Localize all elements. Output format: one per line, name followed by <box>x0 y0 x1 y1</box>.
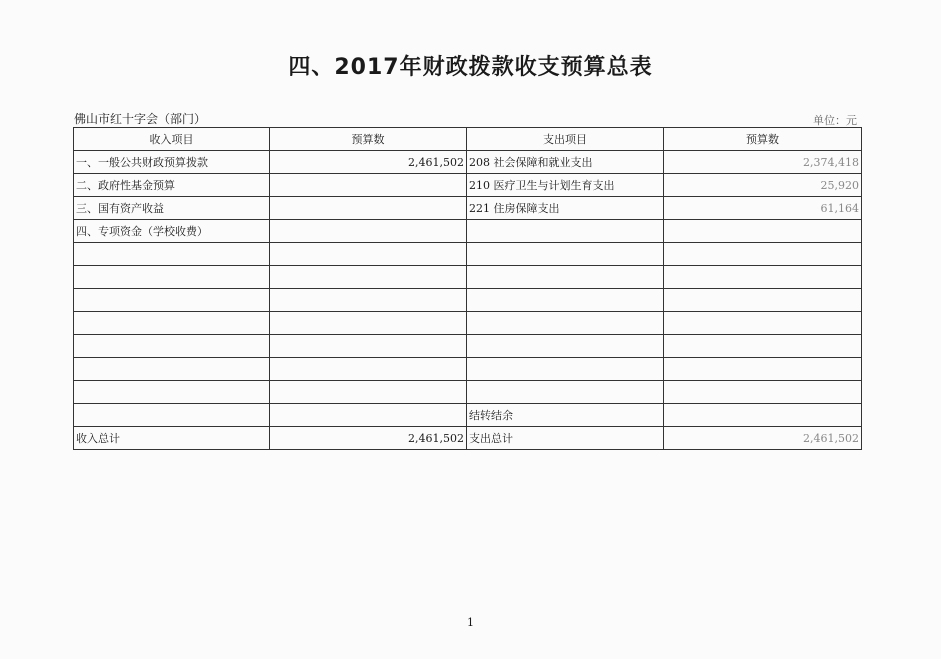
table-row <box>74 174 862 197</box>
table-row <box>74 358 862 381</box>
expense-item-cell <box>467 243 664 266</box>
expense-amount-cell <box>664 220 862 243</box>
expense-amount-cell <box>664 358 862 381</box>
expense-total-amount: 2,461,502 <box>664 427 862 450</box>
income-amount-cell <box>270 266 467 289</box>
expense-item-cell: 结转结余 <box>467 404 664 427</box>
income-amount-cell: 2,461,502 <box>270 151 467 174</box>
table-row <box>74 220 862 243</box>
income-amount-cell <box>270 335 467 358</box>
expense-amount-cell: 2,374,418 <box>664 151 862 174</box>
expense-item-cell: 208 社会保障和就业支出 <box>467 151 664 174</box>
expense-item-cell: 210 医疗卫生与计划生育支出 <box>467 174 664 197</box>
income-amount-cell <box>270 243 467 266</box>
page-number: 1 <box>467 616 474 629</box>
income-item-cell: 四、专项资金（学校收费） <box>74 220 270 243</box>
table-row <box>74 243 862 266</box>
expense-amount-cell <box>664 335 862 358</box>
table-row <box>74 312 862 335</box>
income-amount-cell <box>270 404 467 427</box>
header-income-item: 收入项目 <box>74 128 270 151</box>
expense-item-cell <box>467 335 664 358</box>
income-item-cell: 一、一般公共财政预算拨款 <box>74 151 270 174</box>
expense-amount-cell <box>664 381 862 404</box>
income-total-label: 收入总计 <box>74 427 270 450</box>
expense-amount-cell <box>664 312 862 335</box>
expense-item-cell <box>467 220 664 243</box>
income-amount-cell <box>270 381 467 404</box>
expense-amount-cell: 61,164 <box>664 197 862 220</box>
table-row <box>74 335 862 358</box>
expense-amount-cell: 25,920 <box>664 174 862 197</box>
expense-amount-cell <box>664 266 862 289</box>
total-row <box>74 427 862 450</box>
expense-amount-cell <box>664 404 862 427</box>
expense-item-cell <box>467 381 664 404</box>
expense-item-cell <box>467 266 664 289</box>
expense-item-cell: 221 住房保障支出 <box>467 197 664 220</box>
table-header-row <box>74 128 862 151</box>
income-item-cell: 三、国有资产收益 <box>74 197 270 220</box>
page-title: 四、2017年财政拨款收支预算总表 <box>288 55 653 80</box>
expense-amount-cell <box>664 243 862 266</box>
income-item-cell <box>74 335 270 358</box>
expense-total-label: 支出总计 <box>467 427 664 450</box>
expense-item-cell <box>467 358 664 381</box>
income-item-cell: 二、政府性基金预算 <box>74 174 270 197</box>
expense-amount-cell <box>664 289 862 312</box>
expense-item-cell <box>467 289 664 312</box>
income-item-cell <box>74 266 270 289</box>
income-item-cell <box>74 243 270 266</box>
header-expense-amount: 预算数 <box>664 128 862 151</box>
expense-item-cell <box>467 312 664 335</box>
income-total-amount: 2,461,502 <box>270 427 467 450</box>
department-label: 佛山市红十字会（部门） <box>74 112 207 126</box>
table-row <box>74 266 862 289</box>
income-amount-cell <box>270 197 467 220</box>
table-row <box>74 197 862 220</box>
income-amount-cell <box>270 174 467 197</box>
income-amount-cell <box>270 358 467 381</box>
header-expense-item: 支出项目 <box>467 128 664 151</box>
income-amount-cell <box>270 289 467 312</box>
income-item-cell <box>74 358 270 381</box>
table-row <box>74 289 862 312</box>
income-item-cell <box>74 312 270 335</box>
income-item-cell <box>74 381 270 404</box>
table-row <box>74 381 862 404</box>
table-row <box>74 404 862 427</box>
budget-table <box>73 127 862 450</box>
income-amount-cell <box>270 312 467 335</box>
income-amount-cell <box>270 220 467 243</box>
income-item-cell <box>74 404 270 427</box>
income-item-cell <box>74 289 270 312</box>
header-income-amount: 预算数 <box>270 128 467 151</box>
table-row <box>74 151 862 174</box>
unit-label: 单位：元 <box>813 114 857 127</box>
